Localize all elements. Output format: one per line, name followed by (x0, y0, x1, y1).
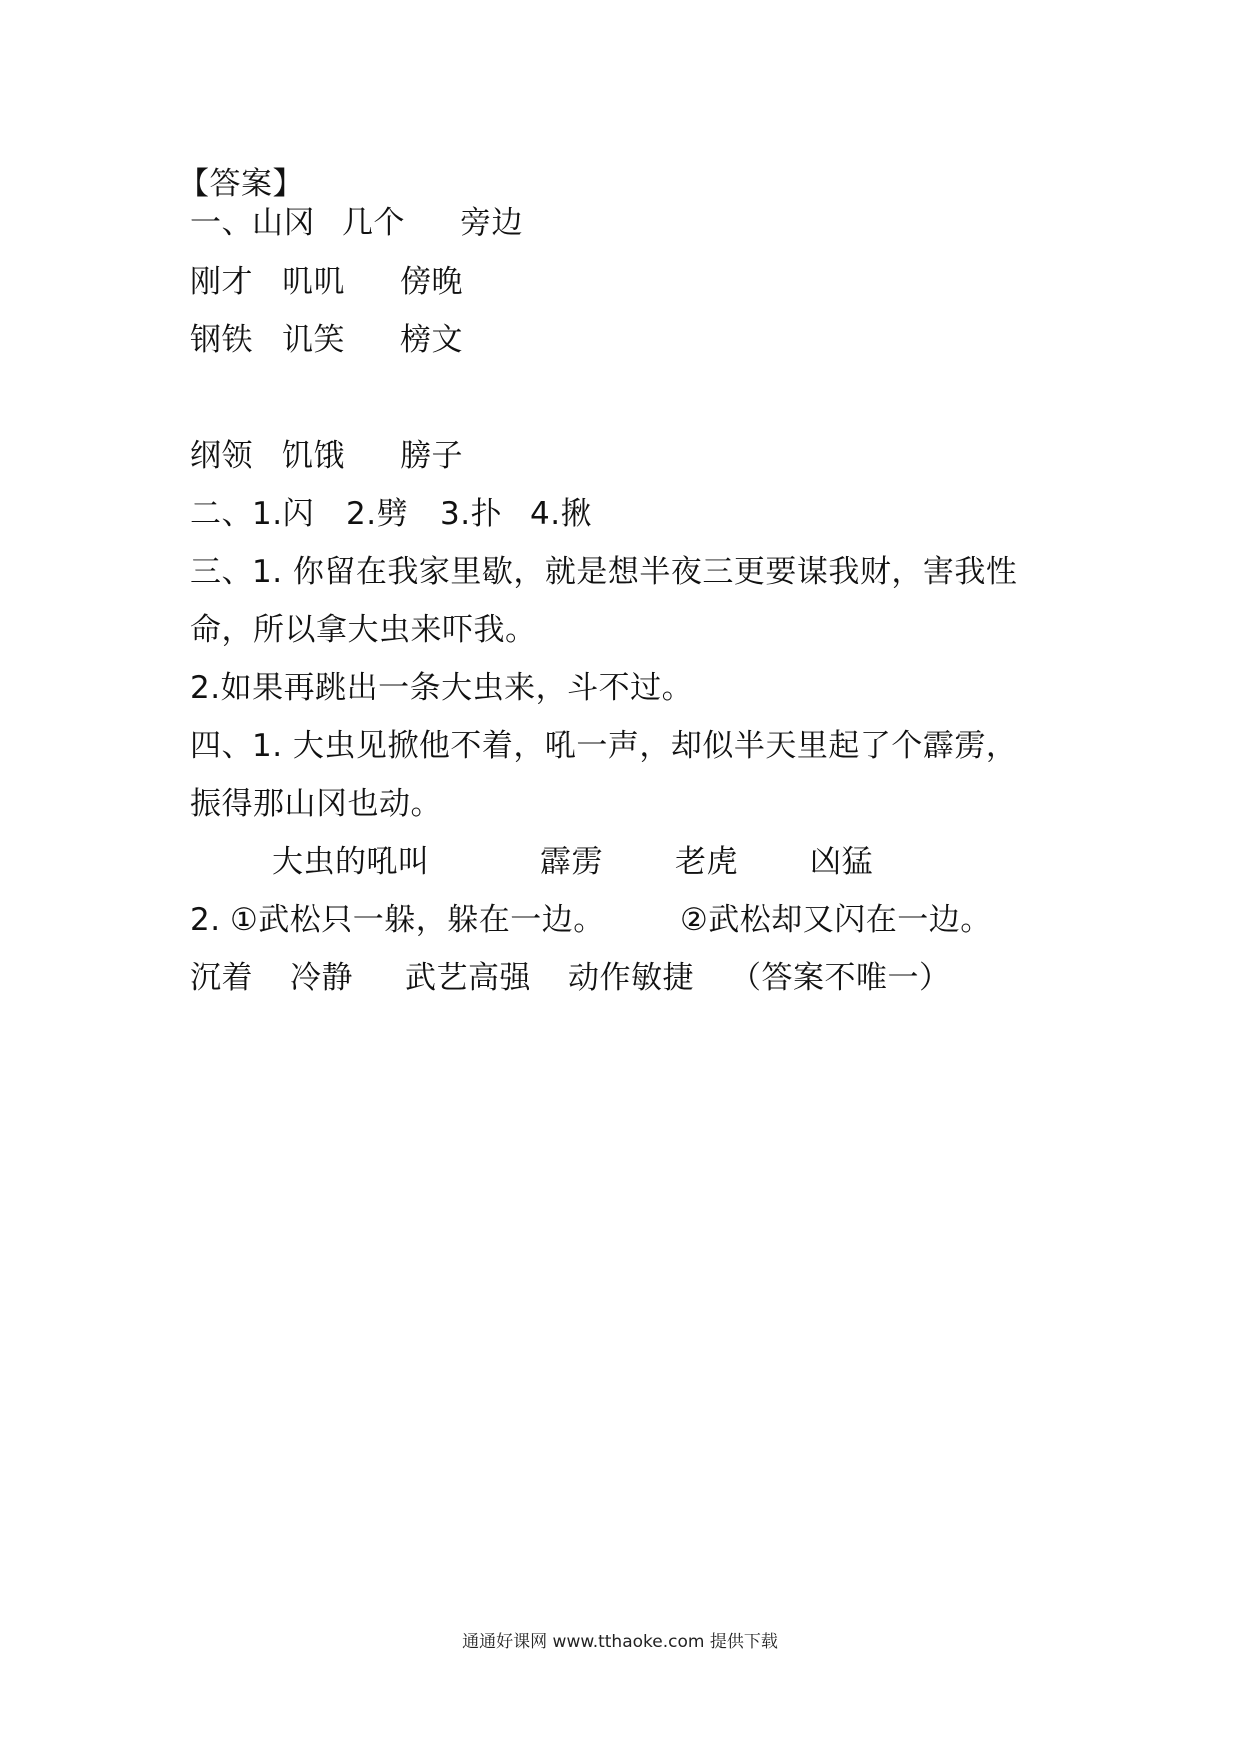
section3-label: 三、 (190, 554, 253, 590)
answer-heading (178, 164, 304, 204)
section4-q2-b: ②武松却又闪在一边。 (680, 902, 992, 938)
footer-text: 通通好课网 www.tthaoke.com 提供下载 (462, 1632, 778, 1652)
word-cell: 钢铁 (190, 322, 253, 358)
section3-q1-line2 (190, 610, 537, 650)
answer-item: 2.劈 (346, 496, 409, 532)
word-cell: 大虫的吼叫 (272, 844, 430, 880)
word-cell: 纲领 (190, 438, 253, 474)
answer-item: 3.扑 (440, 496, 503, 532)
word-cell: 讥笑 (282, 322, 345, 358)
word-cell: 老虎 (675, 844, 738, 880)
section4-q2-number: 2. (190, 902, 221, 938)
section1-label: 一、 (190, 205, 253, 241)
section4-label: 四、 (190, 728, 253, 764)
word-cell: 饥饿 (282, 438, 345, 474)
word-cell: 叽叽 (282, 264, 345, 300)
word-cell: 傍晚 (400, 264, 463, 300)
section4-q1-text-cont: 振得那山冈也动。 (190, 786, 442, 822)
word-cell: 凶猛 (810, 844, 873, 880)
page-footer (0, 1630, 1240, 1654)
word-cell: 霹雳 (540, 844, 603, 880)
section3-q1-text: 1. 你留在我家里歇，就是想半夜三更要谋我财，害我性 (252, 554, 1018, 590)
section4-q2-a: ①武松只一躲，躲在一边。 (230, 902, 605, 938)
word-cell: 榜文 (400, 322, 463, 358)
word-cell: 山冈 (252, 205, 315, 241)
section4-q1-line2 (190, 784, 442, 824)
word-cell: 动作敏捷 (568, 960, 694, 996)
heading-text: 【答案】 (178, 166, 304, 202)
word-cell: 旁边 (460, 205, 523, 241)
answer-note: （答案不唯一） (730, 960, 951, 996)
answer-item: 1.闪 (252, 496, 315, 532)
section3-q1-text-cont: 命，所以拿大虫来吓我。 (190, 612, 537, 648)
section4-q1-text: 1. 大虫见掀他不着，吼一声，却似半天里起了个霹雳， (252, 728, 1018, 764)
section3-q2 (190, 668, 693, 708)
word-cell: 冷静 (290, 960, 353, 996)
word-cell: 刚才 (190, 264, 253, 300)
section2-label: 二、 (190, 496, 253, 532)
word-cell: 武艺高强 (405, 960, 531, 996)
word-cell: 膀子 (400, 438, 463, 474)
word-cell: 几个 (342, 205, 405, 241)
section3-q2-text: 2.如果再跳出一条大虫来，斗不过。 (190, 670, 694, 706)
answer-item: 4.揪 (530, 496, 593, 532)
word-cell: 沉着 (190, 960, 253, 996)
